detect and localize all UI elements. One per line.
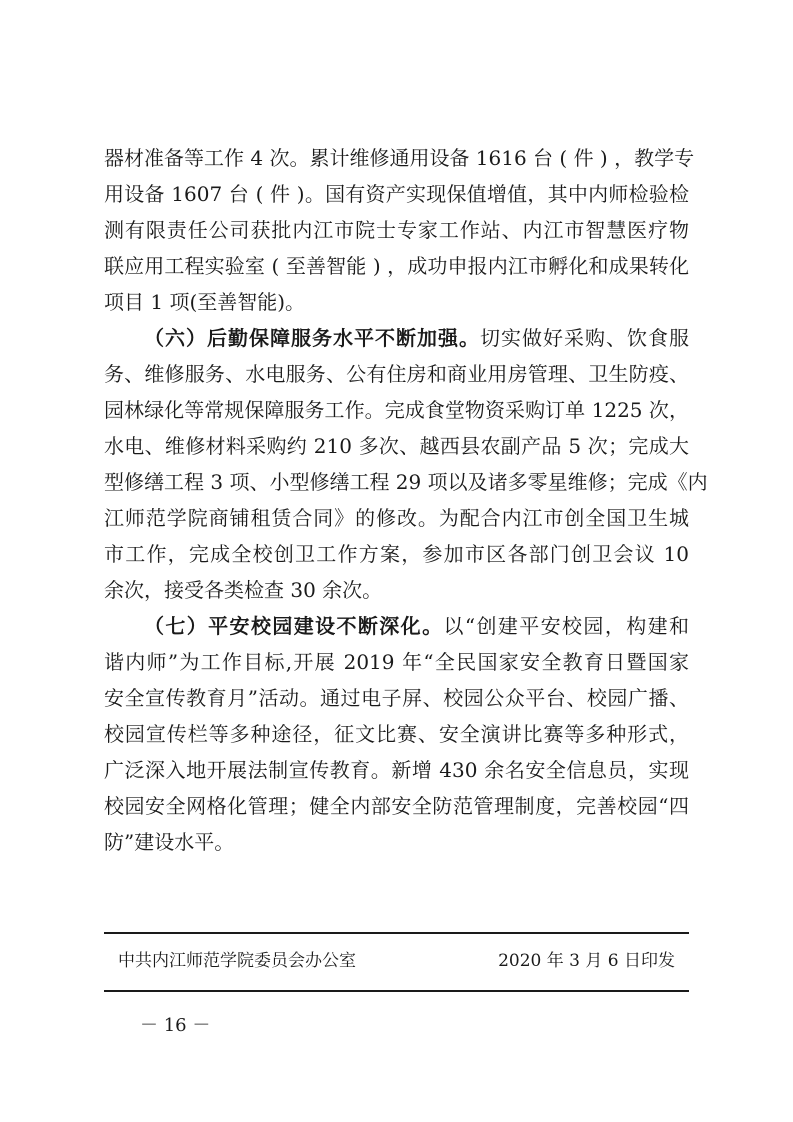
footer-issuance: [118, 944, 675, 978]
text-line: 江师范学院商铺租赁合同》的修改。为配合内江市创全国卫生城: [104, 506, 689, 530]
issuer-name: 中共内江师范学院委员会办公室: [118, 951, 356, 971]
text-line: 安全宣传教育月”活动。通过电子屏、校园公众平台、校园广播、: [104, 686, 689, 710]
text-line: 园林绿化等常规保障服务工作。完成食堂物资采购订单 1225 次，: [104, 398, 689, 422]
section-heading-logistics: （六）后勤保障服务水平不断加强。: [144, 326, 480, 350]
text-line: 联应用工程实验室 ( 至善智能 ) ，成功申报内江市孵化和成果转化: [104, 254, 689, 278]
text-line: 余次，接受各类检查 30 余次。: [104, 578, 383, 602]
text-line: 水电、维修材料采购约 210 多次、越西县农副产品 5 次；完成大: [104, 434, 689, 458]
footer-bottom-rule: [104, 990, 689, 992]
text-line: 校园安全网格化管理；健全内部安全防范管理制度，完善校园“四: [104, 794, 689, 818]
text-line: 型修缮工程 3 项、小型修缮工程 29 项以及诸多零星维修；完成《内: [104, 470, 708, 494]
document-body: [104, 140, 708, 860]
text-line: 务、维修服务、水电服务、公有住房和商业用房管理、卫生防疫、: [104, 362, 689, 386]
paragraph-safety: [104, 608, 689, 860]
text-span: 切实做好采购、饮食服: [480, 326, 689, 350]
text-line: 市工作，完成全校创卫工作方案，参加市区各部门创卫会议 10: [104, 542, 689, 566]
text-line: 谐内师”为工作目标,开展 2019 年“全民国家安全教育日暨国家: [104, 650, 689, 674]
text-line: 广泛深入地开展法制宣传教育。新增 430 余名安全信息员，实现: [104, 758, 689, 782]
page-number: － 16 －: [140, 1015, 211, 1036]
text-span: 以“创建平安校园，构建和: [443, 614, 689, 638]
section-heading-safety: （七）平安校园建设不断深化。: [144, 614, 444, 638]
text-line: 校园宣传栏等多种途径，征文比赛、安全演讲比赛等多种形式，: [104, 722, 689, 746]
text-line: [104, 608, 689, 644]
text-line: 用设备 1607 台 ( 件 )。国有资产实现保值增值，其中内师检验检: [104, 182, 689, 206]
footer-top-rule: [104, 932, 689, 934]
issue-date: 2020 年 3 月 6 日印发: [498, 951, 675, 971]
text-line: 器材准备等工作 4 次。累计维修通用设备 1616 台 ( 件 ) ，教学专: [104, 146, 695, 170]
text-line: [104, 320, 689, 356]
paragraph-logistics: [104, 320, 708, 608]
text-line: 测有限责任公司获批内江市院士专家工作站、内江市智慧医疗物: [104, 218, 689, 242]
text-line: 防”建设水平。: [104, 830, 235, 854]
paragraph-assets: [104, 140, 695, 320]
text-line: 项目 1 项(至善智能)。: [104, 290, 306, 314]
